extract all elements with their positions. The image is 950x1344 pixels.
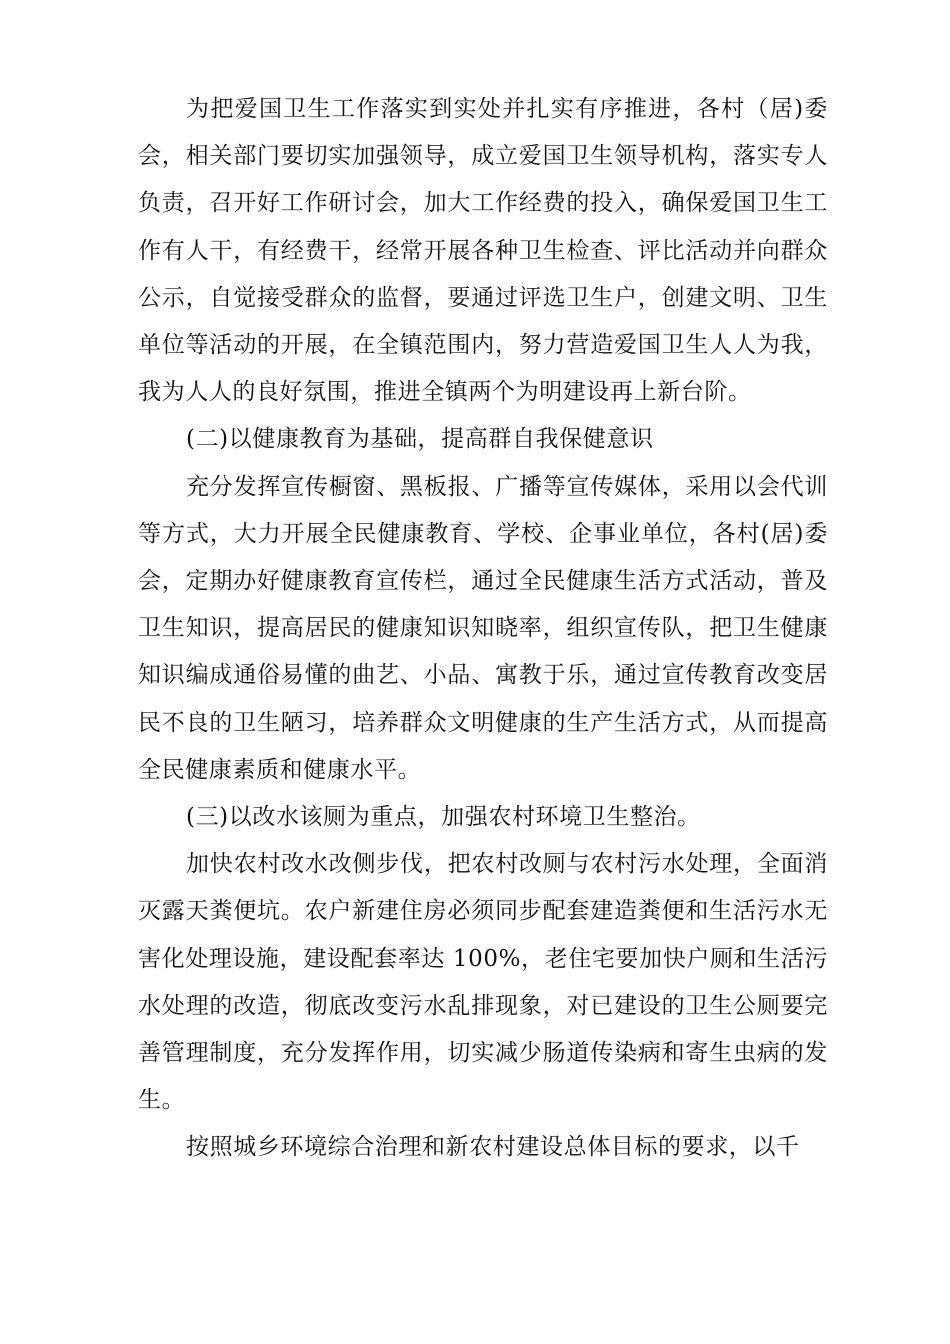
document-body [138,86,828,1172]
paragraph-leadership: 为把爱国卫生工作落实到实处并扎实有序推进，各村（居)委会，相关部门要切实加强领导，成立爱国卫生领导机构，落实专人负责，召开好工作研讨会，加大工作经费的投入，确保爱国卫生工作有人干，有经费干，经常开展各种卫生检查、评比活动并向群众公示，自觉接受群众的监督，要通过评选卫生户，创建文明、卫生单位等活动的开展，在全镇范围内，努力营造爱国卫生人人为我，我为人人的良好氛围，推进全镇两个为明建设再上新台阶。 [138,96,828,406]
paragraph-environment: 按照城乡环境综合治理和新农村建设总体目标的要求，以千 [186,1134,800,1161]
paragraph-water-toilet: 加快农村改水改侧步伐，把农村改厕与农村污水处理，全面消灭露天粪便坑。农户新建住房必须同步配套建造粪便和生活污水无害化处理设施，建设配套率达 100%，老住宅要加快户厕和生活污水处理的改造，彻底改变污水乱排现象，对已建设的卫生公厕要完善管理制度，充分发挥作用，切实减少肠道传染病和寄生虫病的发生。 [138,851,828,1114]
section-heading-health-education: (二)以健康教育为基础，提高群自我保健意识 [186,426,654,453]
section-heading-water-toilet: (三)以改水该厕为重点，加强农村环境卫生整治。 [186,804,701,831]
paragraph-health-education: 充分发挥宣传橱窗、黑板报、广播等宣传媒体，采用以会代训等方式，大力开展全民健康教育、学校、企事业单位，各村(居)委会，定期办好健康教育宣传栏，通过全民健康生活方式活动，普及卫生知识，提高居民的健康知识知晓率，组织宣传队，把卫生健康知识编成通俗易懂的曲艺、小品、寓教于乐，通过宣传教育改变居民不良的卫生陋习，培养群众文明健康的生产生活方式，从而提高全民健康素质和健康水平。 [138,473,828,783]
